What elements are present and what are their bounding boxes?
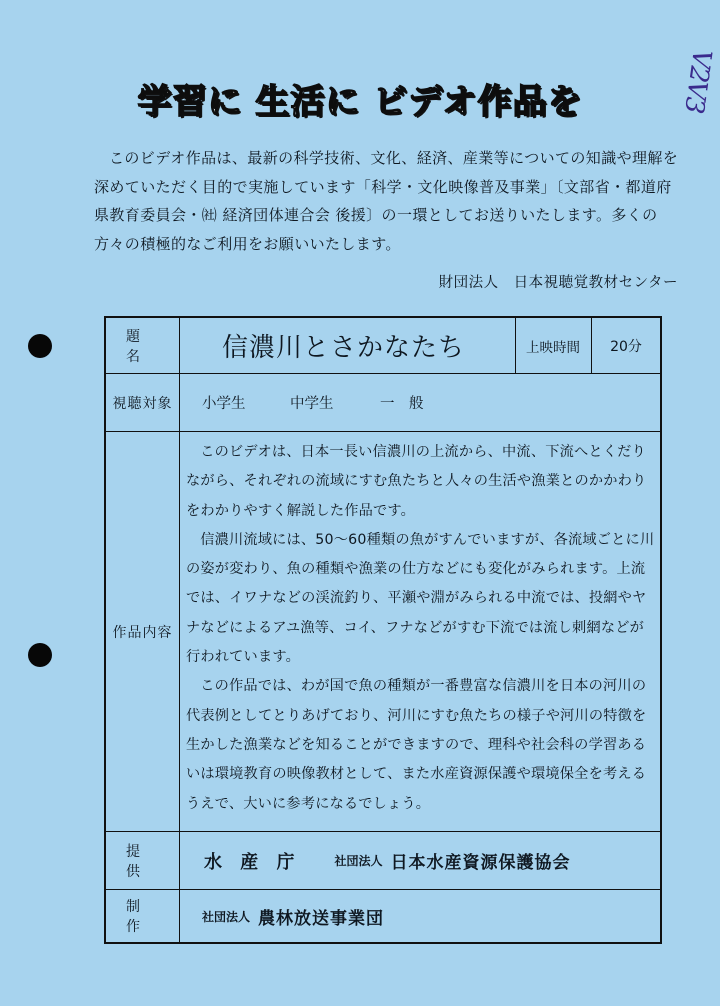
producer-label: 制作 (106, 890, 180, 942)
content-paragraph-2: 信濃川流域には、50～60種類の魚がすんでいますが、各流域ごとに川の姿が変わり、魚の種類や漁業の仕方などにも変化がみられます。上流では、イワナなどの渓流釣り、平瀬や淵がみられる中流では、投網やヤナなどによるアユ漁等、コイ、フナなどがすむ下流では流し刺網などが行われています。 (186, 531, 655, 666)
audience-elementary: 小学生 (202, 396, 246, 412)
punch-hole-bottom (28, 643, 52, 667)
intro-text (94, 144, 684, 258)
handwritten-note: V2V3 (678, 47, 717, 114)
work-title (222, 318, 465, 373)
audience-junior-high: 中学生 (290, 396, 334, 412)
title-label: 題名 (106, 318, 180, 373)
work-title-text: 信濃川とさかなたち (222, 333, 466, 363)
sponsor: 財団法人 日本視聴覚教材センター (438, 275, 678, 291)
producer-row (106, 890, 660, 942)
info-table (104, 316, 662, 944)
supplier-row (106, 832, 660, 890)
content-text (186, 438, 656, 819)
supplier-corp-prefix: 社団法人 (334, 854, 383, 868)
title-row (106, 318, 660, 374)
audience-label: 視聴対象 (106, 374, 180, 431)
supplier-agency: 水 産 庁 (204, 851, 301, 873)
producer-organization: 農林放送事業団 (258, 908, 385, 929)
runtime-value: 20分 (610, 338, 642, 355)
supplier-values (204, 832, 571, 889)
intro-paragraph: このビデオ作品は、最新の科学技術、文化、経済、産業等についての知識や理解を深めていただく目的で実施しています「科学・文化映像普及事業」〔文部省・都道府県教育委員会・㈳ 経済団体連合会 後援〕の一環としてお送りいたします。多くの方々の積極的なご利用をお願いいたします。 (94, 149, 679, 253)
producer-corp-prefix: 社団法人 (202, 909, 251, 924)
content-label: 作品内容 (106, 432, 180, 831)
punch-hole-top (28, 334, 52, 358)
content-paragraph-3: この作品では、わが国で魚の種類が一番豊富な信濃川を日本の河川の代表例としてとりあげており、河川にすむ魚たちの様子や河川の特徴を生かした漁業などを知ることができますので、理科や社会科の学習あるいは環境教育の映像教材として、また水産資源保護や環境保全を考えるうえで、大いに参考になるでしょう。 (186, 678, 647, 812)
content-row (106, 432, 660, 832)
producer-values (202, 890, 384, 942)
supplier-organization: 日本水産資源保護協会 (390, 853, 571, 873)
headline: 学習に 生活に ビデオ作品を (137, 82, 583, 122)
content-paragraph-1: このビデオは、日本一長い信濃川の上流から、中流、下流へとくだりながら、それぞれの流域にすむ魚たちと人々の生活や漁業とのかかわりをわかりやすく解説した作品です。 (186, 444, 647, 519)
supplier-label: 提供 (106, 832, 180, 889)
audience-row (106, 374, 660, 432)
runtime-label: 上映時間 (526, 339, 580, 356)
audience-general: 一 般 (380, 396, 424, 412)
